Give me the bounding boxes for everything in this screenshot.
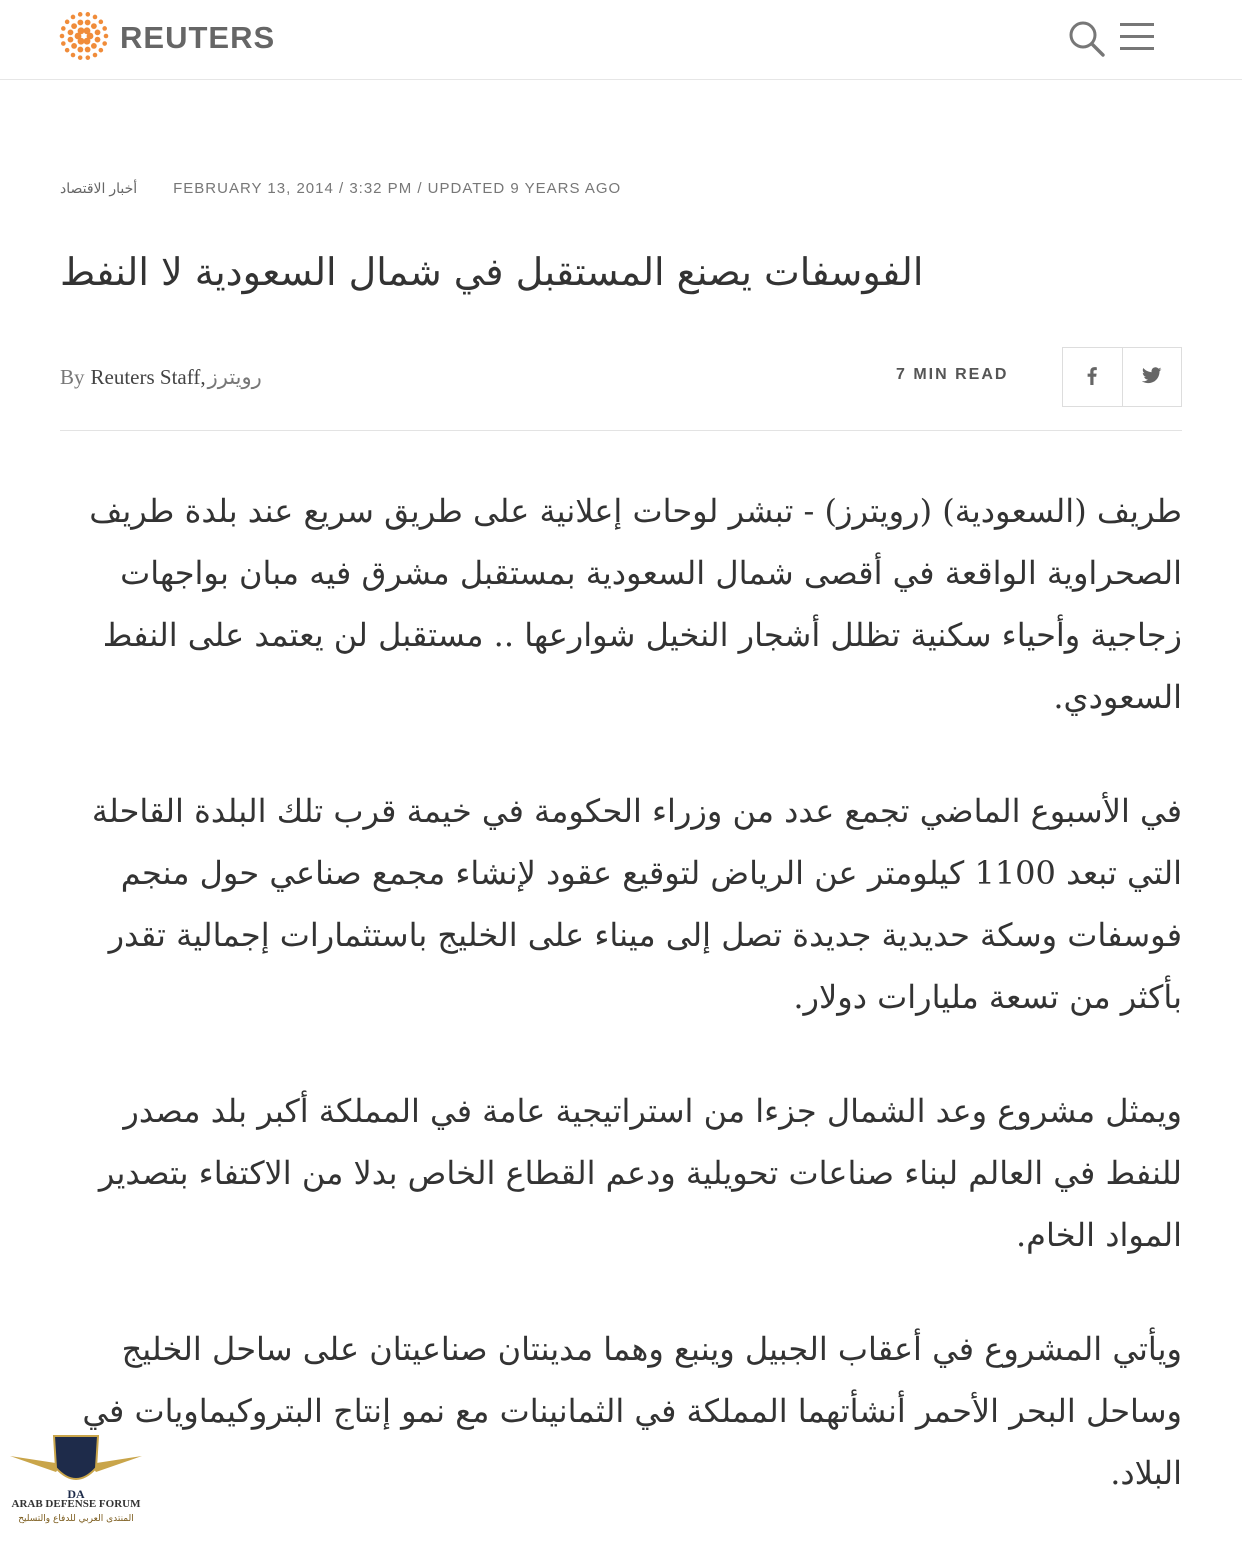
article-meta: [60, 176, 621, 200]
twitter-icon: [1142, 365, 1162, 389]
article-paragraph: طريف (السعودية) (رويترز) - تبشر لوحات إعلانية على طريق سريع عند بلدة طريف الصحراوية الواقعة في أقصى شمال السعودية بمستقبل مشرق فيه مبان بواجهات زجاجية وأحياء سكنية تظلل أشجار النخيل شوارعها .. مستقبل لن يعتمد على النفط السعودي.: [89, 492, 1182, 716]
byline-prefix: By: [60, 364, 85, 389]
read-time: 7 MIN READ: [896, 366, 1009, 383]
twitter-share-button[interactable]: [1122, 348, 1182, 406]
forum-watermark: [6, 1428, 146, 1532]
article-paragraph: ويمثل مشروع وعد الشمال جزءا من استراتيجية عامة في المملكة أكبر بلد مصدر للنفط في العالم لبناء صناعات تحويلية ودعم القطاع الخاص بدلا من الاكتفاء بتصدير المواد الخام.: [98, 1092, 1182, 1254]
byline-author[interactable]: Reuters Staff,: [90, 364, 206, 389]
byline-author-arabic: رويترز: [207, 364, 262, 389]
facebook-share-button[interactable]: [1063, 348, 1122, 406]
section-link[interactable]: أخبار الاقتصاد: [60, 179, 138, 196]
top-bar: [0, 0, 1242, 80]
watermark-line-2: المنتدى العربي للدفاع والتسليح: [18, 1514, 134, 1524]
byline-divider: [60, 430, 1182, 431]
reuters-logo[interactable]: [58, 10, 275, 66]
byline: [60, 360, 262, 394]
share-buttons: [1062, 347, 1182, 407]
article-paragraph: ويأتي المشروع في أعقاب الجبيل وينبع وهما مدينتان صناعيتان على ساحل الخليج وساحل البحر الأحمر أنشأتهما المملكة في الثمانينات مع نمو إنتاج البتروكيماويات في البلاد.: [82, 1330, 1182, 1492]
logo-text: REUTERS: [120, 20, 276, 55]
watermark-line-1: ARAB DEFENSE FORUM: [11, 1498, 141, 1510]
menu-button[interactable]: [1118, 20, 1156, 54]
search-icon: [1066, 43, 1106, 62]
publish-date: FEBRUARY 13, 2014 / 3:32 PM / UPDATED 9 YEARS AGO: [173, 179, 622, 197]
search-button[interactable]: [1066, 18, 1106, 58]
facebook-icon: [1082, 365, 1102, 389]
reuters-dot-logo-icon: [58, 10, 110, 66]
article-headline: الفوسفات يصنع المستقبل في شمال السعودية لا النفط: [60, 250, 924, 294]
hamburger-menu-icon: [1118, 39, 1156, 58]
article-paragraph: في الأسبوع الماضي تجمع عدد من وزراء الحكومة في خيمة قرب تلك البلدة القاحلة التي تبعد 1100 كيلومتر عن الرياض لتوقيع عقود لإنشاء مجمع صناعي حول منجم فوسفات وسكة حديدية جديدة تصل إلى ميناء على الخليج باستثمارات إجمالية تقدر بأكثر من تسعة مليارات دولار.: [91, 792, 1182, 1016]
article-body: [60, 480, 1182, 1556]
svg-text:DA: DA: [67, 1487, 85, 1501]
